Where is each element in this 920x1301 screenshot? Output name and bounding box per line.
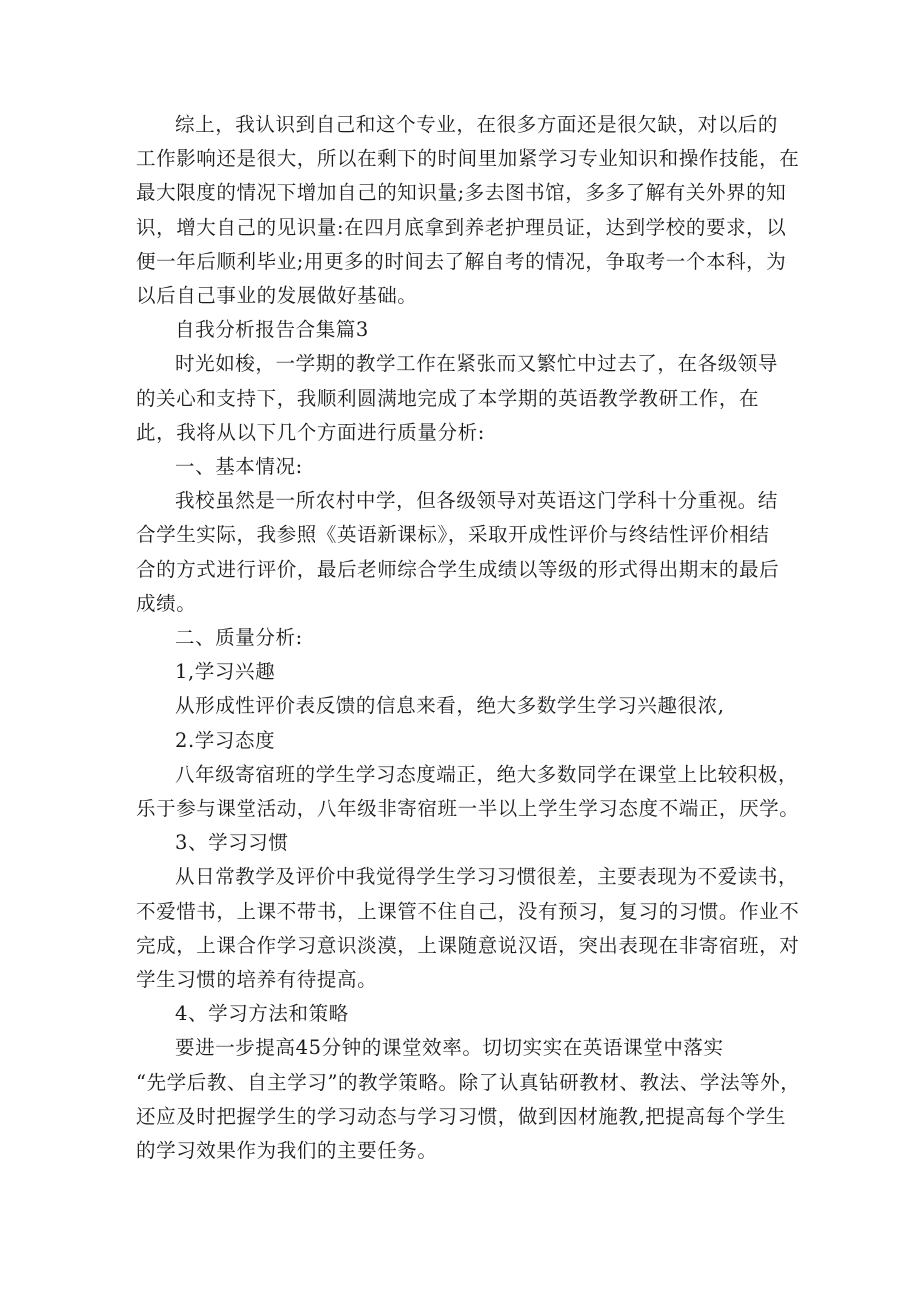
paragraph-learning-attitude	[136, 758, 800, 826]
text-line: 从日常教学及评价中我觉得学生学习习惯很差，主要表现为不爱读书，	[175, 865, 799, 889]
section-title: 自我分析报告合集篇3	[175, 318, 369, 342]
text-line: 便一年后顺利毕业;用更多的时间去了解自考的情况，争取考一个本科，为	[136, 249, 787, 273]
subheading-learning-interest: 1,学习兴趣	[175, 660, 276, 684]
text-line: “先学后教、自主学习”的教学策略。除了认真钻研教材、教法、学法等外，	[136, 1070, 801, 1094]
text-line: 综上，我认识到自己和这个专业，在很多方面还是很欠缺，对以后的	[175, 113, 779, 136]
subheading-learning-attitude: 2.学习态度	[175, 728, 276, 752]
text-line: 成绩。	[136, 591, 197, 615]
paragraph-learning-methods	[136, 1031, 801, 1168]
text-line: 还应及时把握学生的学习动态与学习习惯，做到因材施教,把提高每个学生	[136, 1104, 786, 1128]
text-line: 不爱惜书，上课不带书，上课管不住自己，没有预习，复习的习惯。作业不	[136, 899, 800, 923]
text-line: 时光如梭，一学期的教学工作在紧张而又繁忙中过去了，在各级领导	[175, 352, 779, 376]
paragraph-learning-interest	[136, 689, 796, 723]
heading-quality-analysis: 二、质量分析:	[175, 626, 303, 650]
text-line: 的学习效果作为我们的主要任务。	[136, 1139, 438, 1163]
text-line: 乐于参与课堂活动，八年级非寄宿班一半以上学生学习态度不端正，厌学。	[136, 797, 800, 821]
text-line: 的关心和支持下，我顺利圆满地完成了本学期的英语教学教研工作，在	[136, 386, 760, 410]
text-line: 学生习惯的培养有待提高。	[136, 968, 378, 992]
text-line: 从形成性评价表反馈的信息来看，绝大多数学生学习兴趣很浓,	[175, 694, 725, 718]
paragraph-basic-situation	[136, 484, 796, 621]
heading-basic-situation: 一、基本情况:	[175, 455, 303, 479]
paragraph-learning-habits	[136, 860, 800, 997]
text-line: 合的方式进行评价，最后老师综合学生成绩以等级的形式得出期末的最后	[136, 557, 780, 581]
text-line: 识，增大自己的见识量:在四月底拿到养老护理员证，达到学校的要求，以	[136, 215, 787, 239]
text-line: 我校虽然是一所农村中学，但各级领导对英语这门学科十分重视。结	[175, 489, 779, 513]
text-line: 最大限度的情况下增加自己的知识量;多去图书馆，多多了解有关外界的知	[136, 181, 787, 205]
text-line: 完成，上课合作学习意识淡漠，上课随意说汉语，突出表现在非寄宿班，对	[136, 933, 800, 957]
paragraph-summary	[136, 108, 800, 313]
paragraph-intro	[136, 347, 796, 450]
text-line: 八年级寄宿班的学生学习态度端正，绝大多数同学在课堂上比较积极，	[175, 762, 799, 786]
text-line: 合学生实际，我参照《英语新课标》，采取开成性评价与终结性评价相结	[136, 523, 770, 547]
subheading-learning-methods: 4、学习方法和策略	[175, 1002, 349, 1026]
subheading-learning-habits: 3、学习习惯	[175, 831, 289, 855]
text-line: 工作影响还是很大，所以在剩下的时间里加紧学习专业知识和操作技能，在	[136, 147, 800, 171]
document-page	[136, 108, 801, 1168]
text-line: 以后自己事业的发展做好基础。	[136, 284, 418, 308]
text-line: 要进一步提高45分钟的课堂效率。切切实实在英语课堂中落实	[175, 1036, 724, 1060]
text-line: 此，我将从以下几个方面进行质量分析:	[136, 420, 485, 444]
